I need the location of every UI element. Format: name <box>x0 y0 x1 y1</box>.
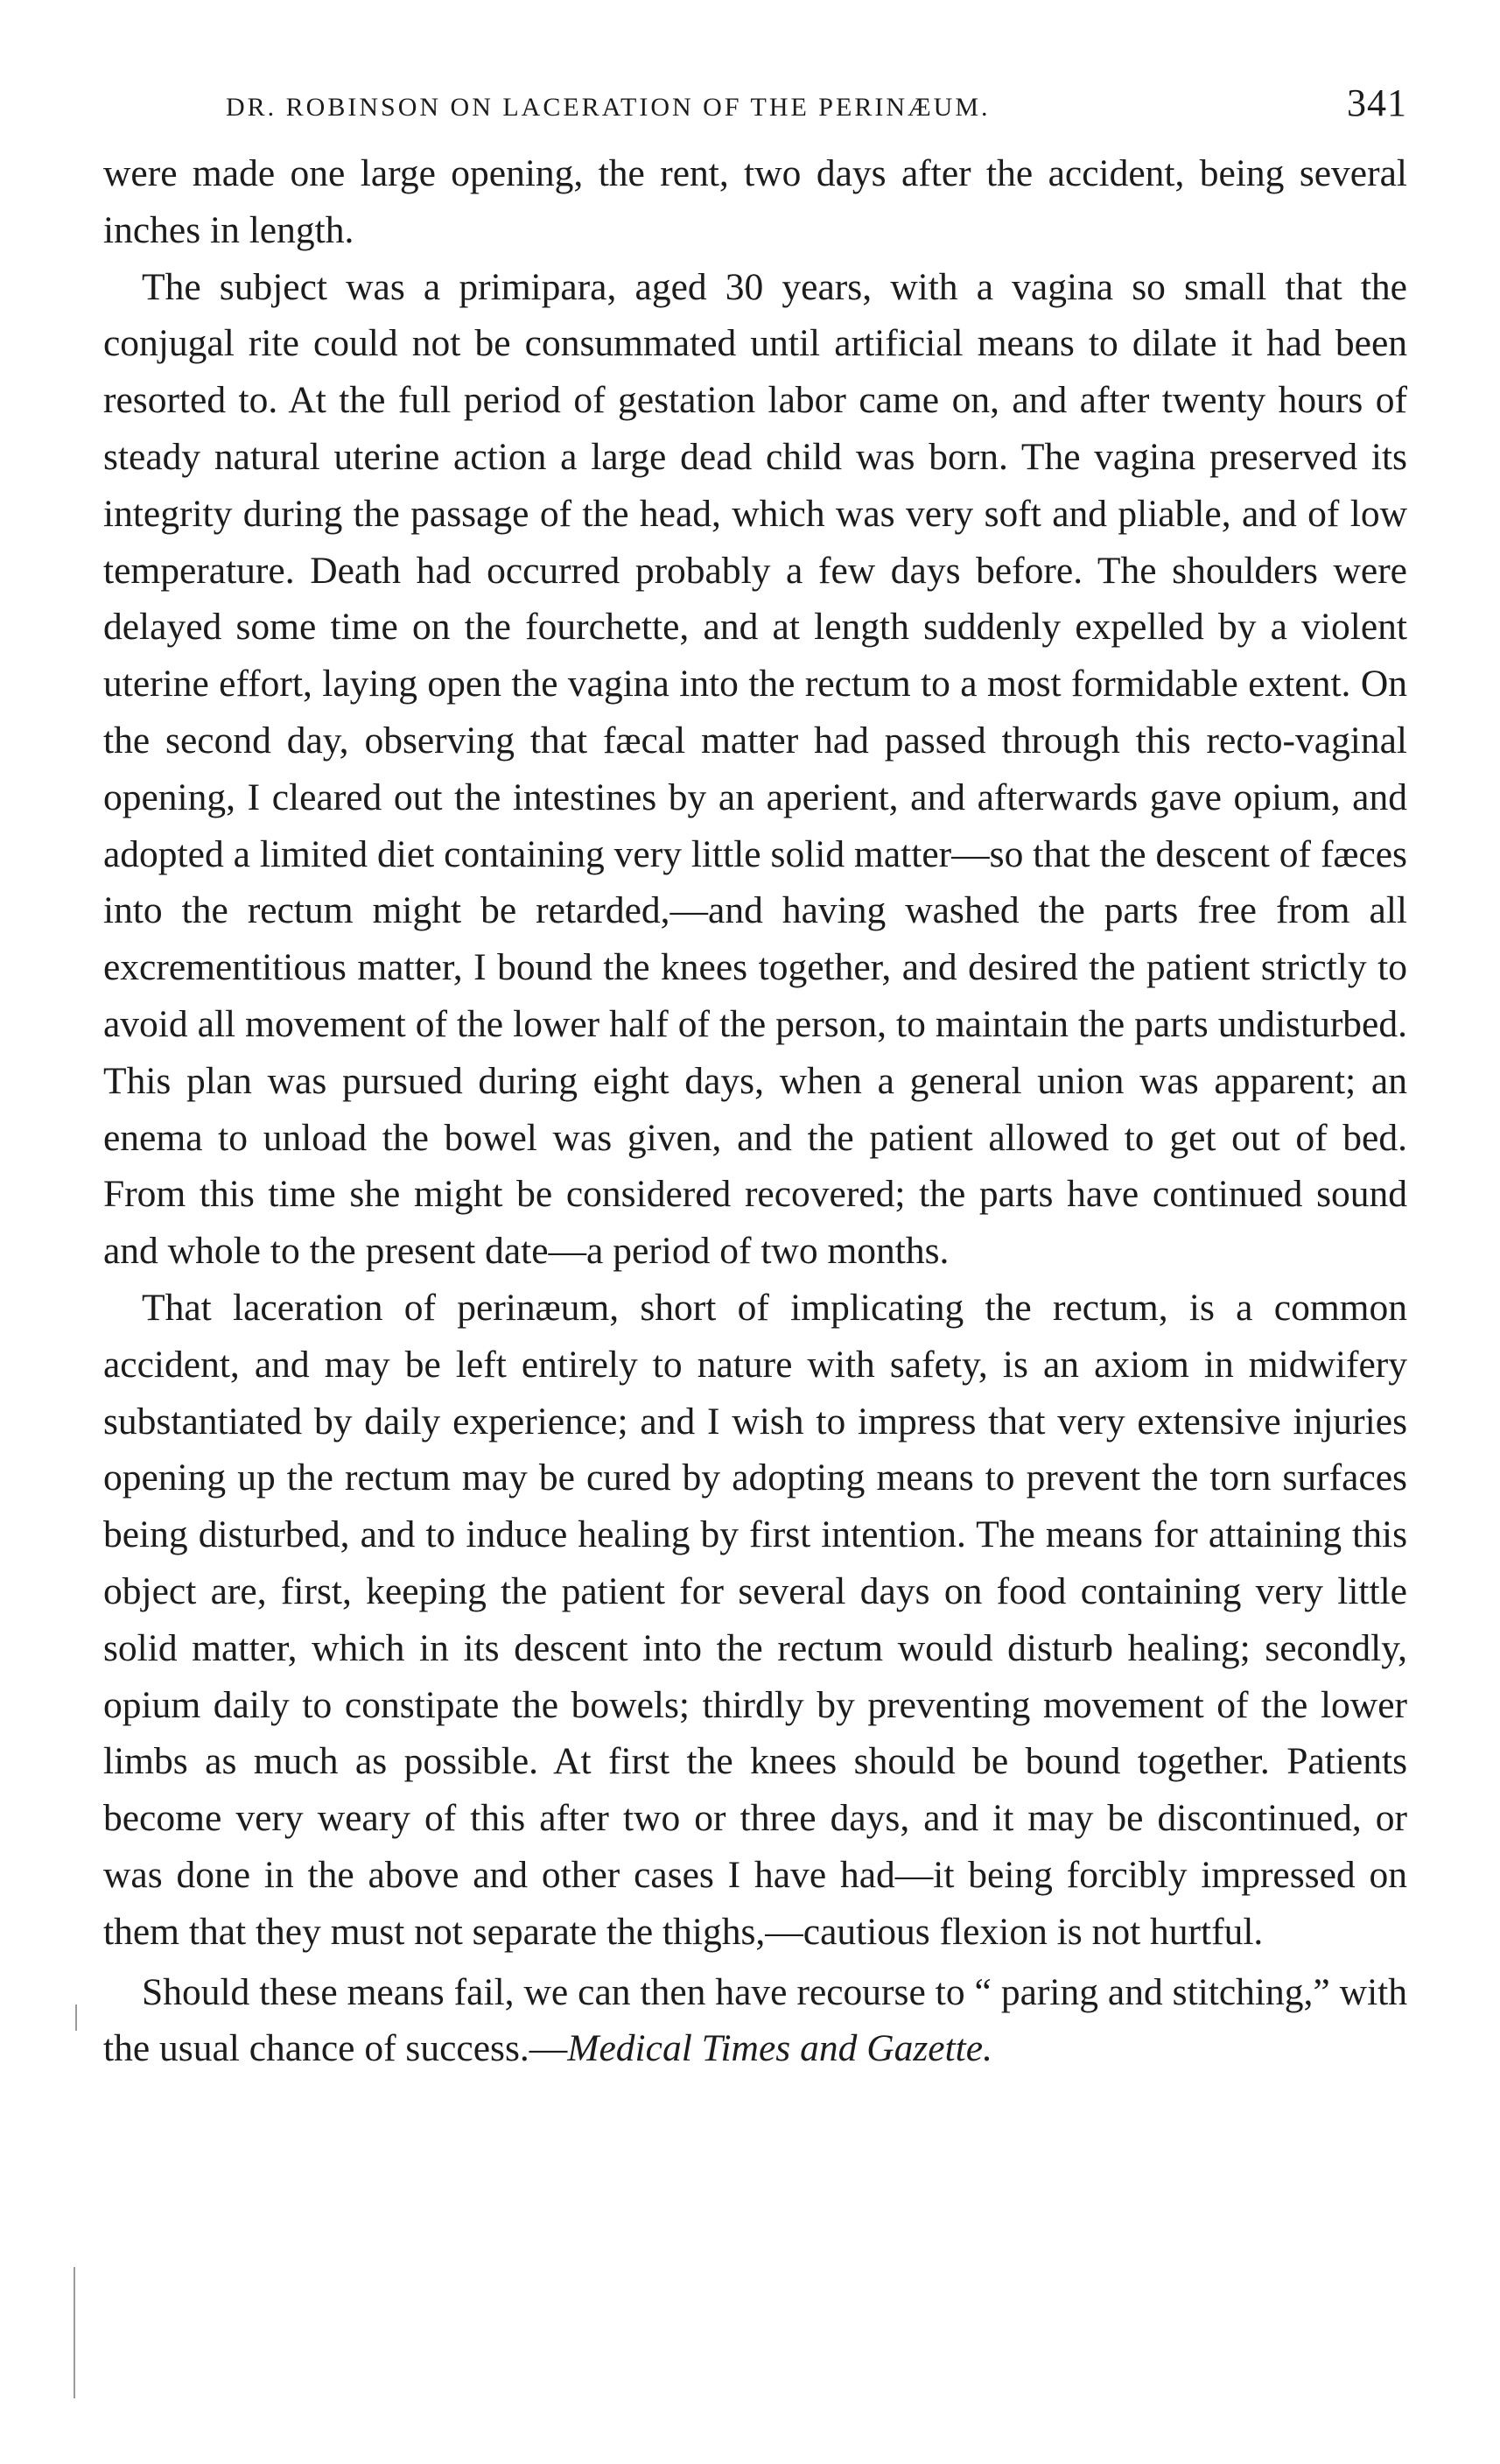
page-number: 341 <box>1347 81 1407 124</box>
margin-mark-upper <box>75 2004 77 2031</box>
paragraph-conclusion <box>103 1964 1407 2078</box>
page <box>103 81 1407 2077</box>
paragraph-continuation: were made one large opening, the rent, two days after the accident, being several inches in length. <box>103 152 1407 251</box>
paragraph-case-report: The subject was a primipara, aged 30 years, with a vagina so small that the conjugal rite could not be consummated until artificial means to dilate it had been resorted to. At the full period of gestation labor came on, and after twenty hours of steady natural uterine action a large dead child was born. The vagina preserved its integrity during the passage of the head, which was very soft and pliable, and of low temperature. Death had occurred probably a few days before. The shoulders were delayed some time on the fourchette, and at length suddenly expelled by a violent uterine effort, laying open the vagina into the rectum to a most formidable extent. On the second day, observing that fæcal matter had passed through this recto-vaginal opening, I cleared out the intestines by an aperient, and afterwards gave opium, and adopted a limited diet containing very little solid matter—so that the descent of fæces into the rectum might be retarded,—and having washed the parts free from all excrementitious matter, I bound the knees together, and desired the patient strictly to avoid all movement of the lower half of the person, to maintain the parts undisturbed. This plan was pursued during eight days, when a general union was apparent; an enema to unload the bowel was given, and the patient allowed to get out of bed. From this time she might be considered recovered; the parts have continued sound and whole to the present date—a period of two months. <box>103 265 1407 1273</box>
conclusion-text: Should these means fail, we can then have recourse to “ paring and stitching,” with the usual chance of success.— <box>103 1970 1407 2070</box>
running-title: DR. ROBINSON ON LACERATION OF THE PERINÆUM. <box>226 93 991 122</box>
running-head <box>103 81 1407 142</box>
paragraph-treatment-principles: That laceration of perinæum, short of implicating the rectum, is a common accident, and may be left entirely to nature with safety, is an axiom in midwifery substantiated by daily experience; and I wish to impress that very extensive injuries opening up the rectum may be cured by adopting means to prevent the torn surfaces being disturbed, and to induce healing by first intention. The means for attaining this object are, first, keeping the patient for several days on food containing very little solid matter, which in its descent into the rectum would disturb healing; secondly, opium daily to constipate the bowels; thirdly by preventing movement of the lower limbs as much as possible. At first the knees should be bound together. Patients become very weary of this after two or three days, and it may be discontinued, or was done in the above and other cases I have had—it being forcibly impressed on them that they must not separate the thighs,—cautious flexion is not hurtful. <box>103 1286 1407 1953</box>
citation-source: Medical Times and Gazette. <box>567 2027 992 2070</box>
margin-mark-lower <box>74 2267 75 2398</box>
